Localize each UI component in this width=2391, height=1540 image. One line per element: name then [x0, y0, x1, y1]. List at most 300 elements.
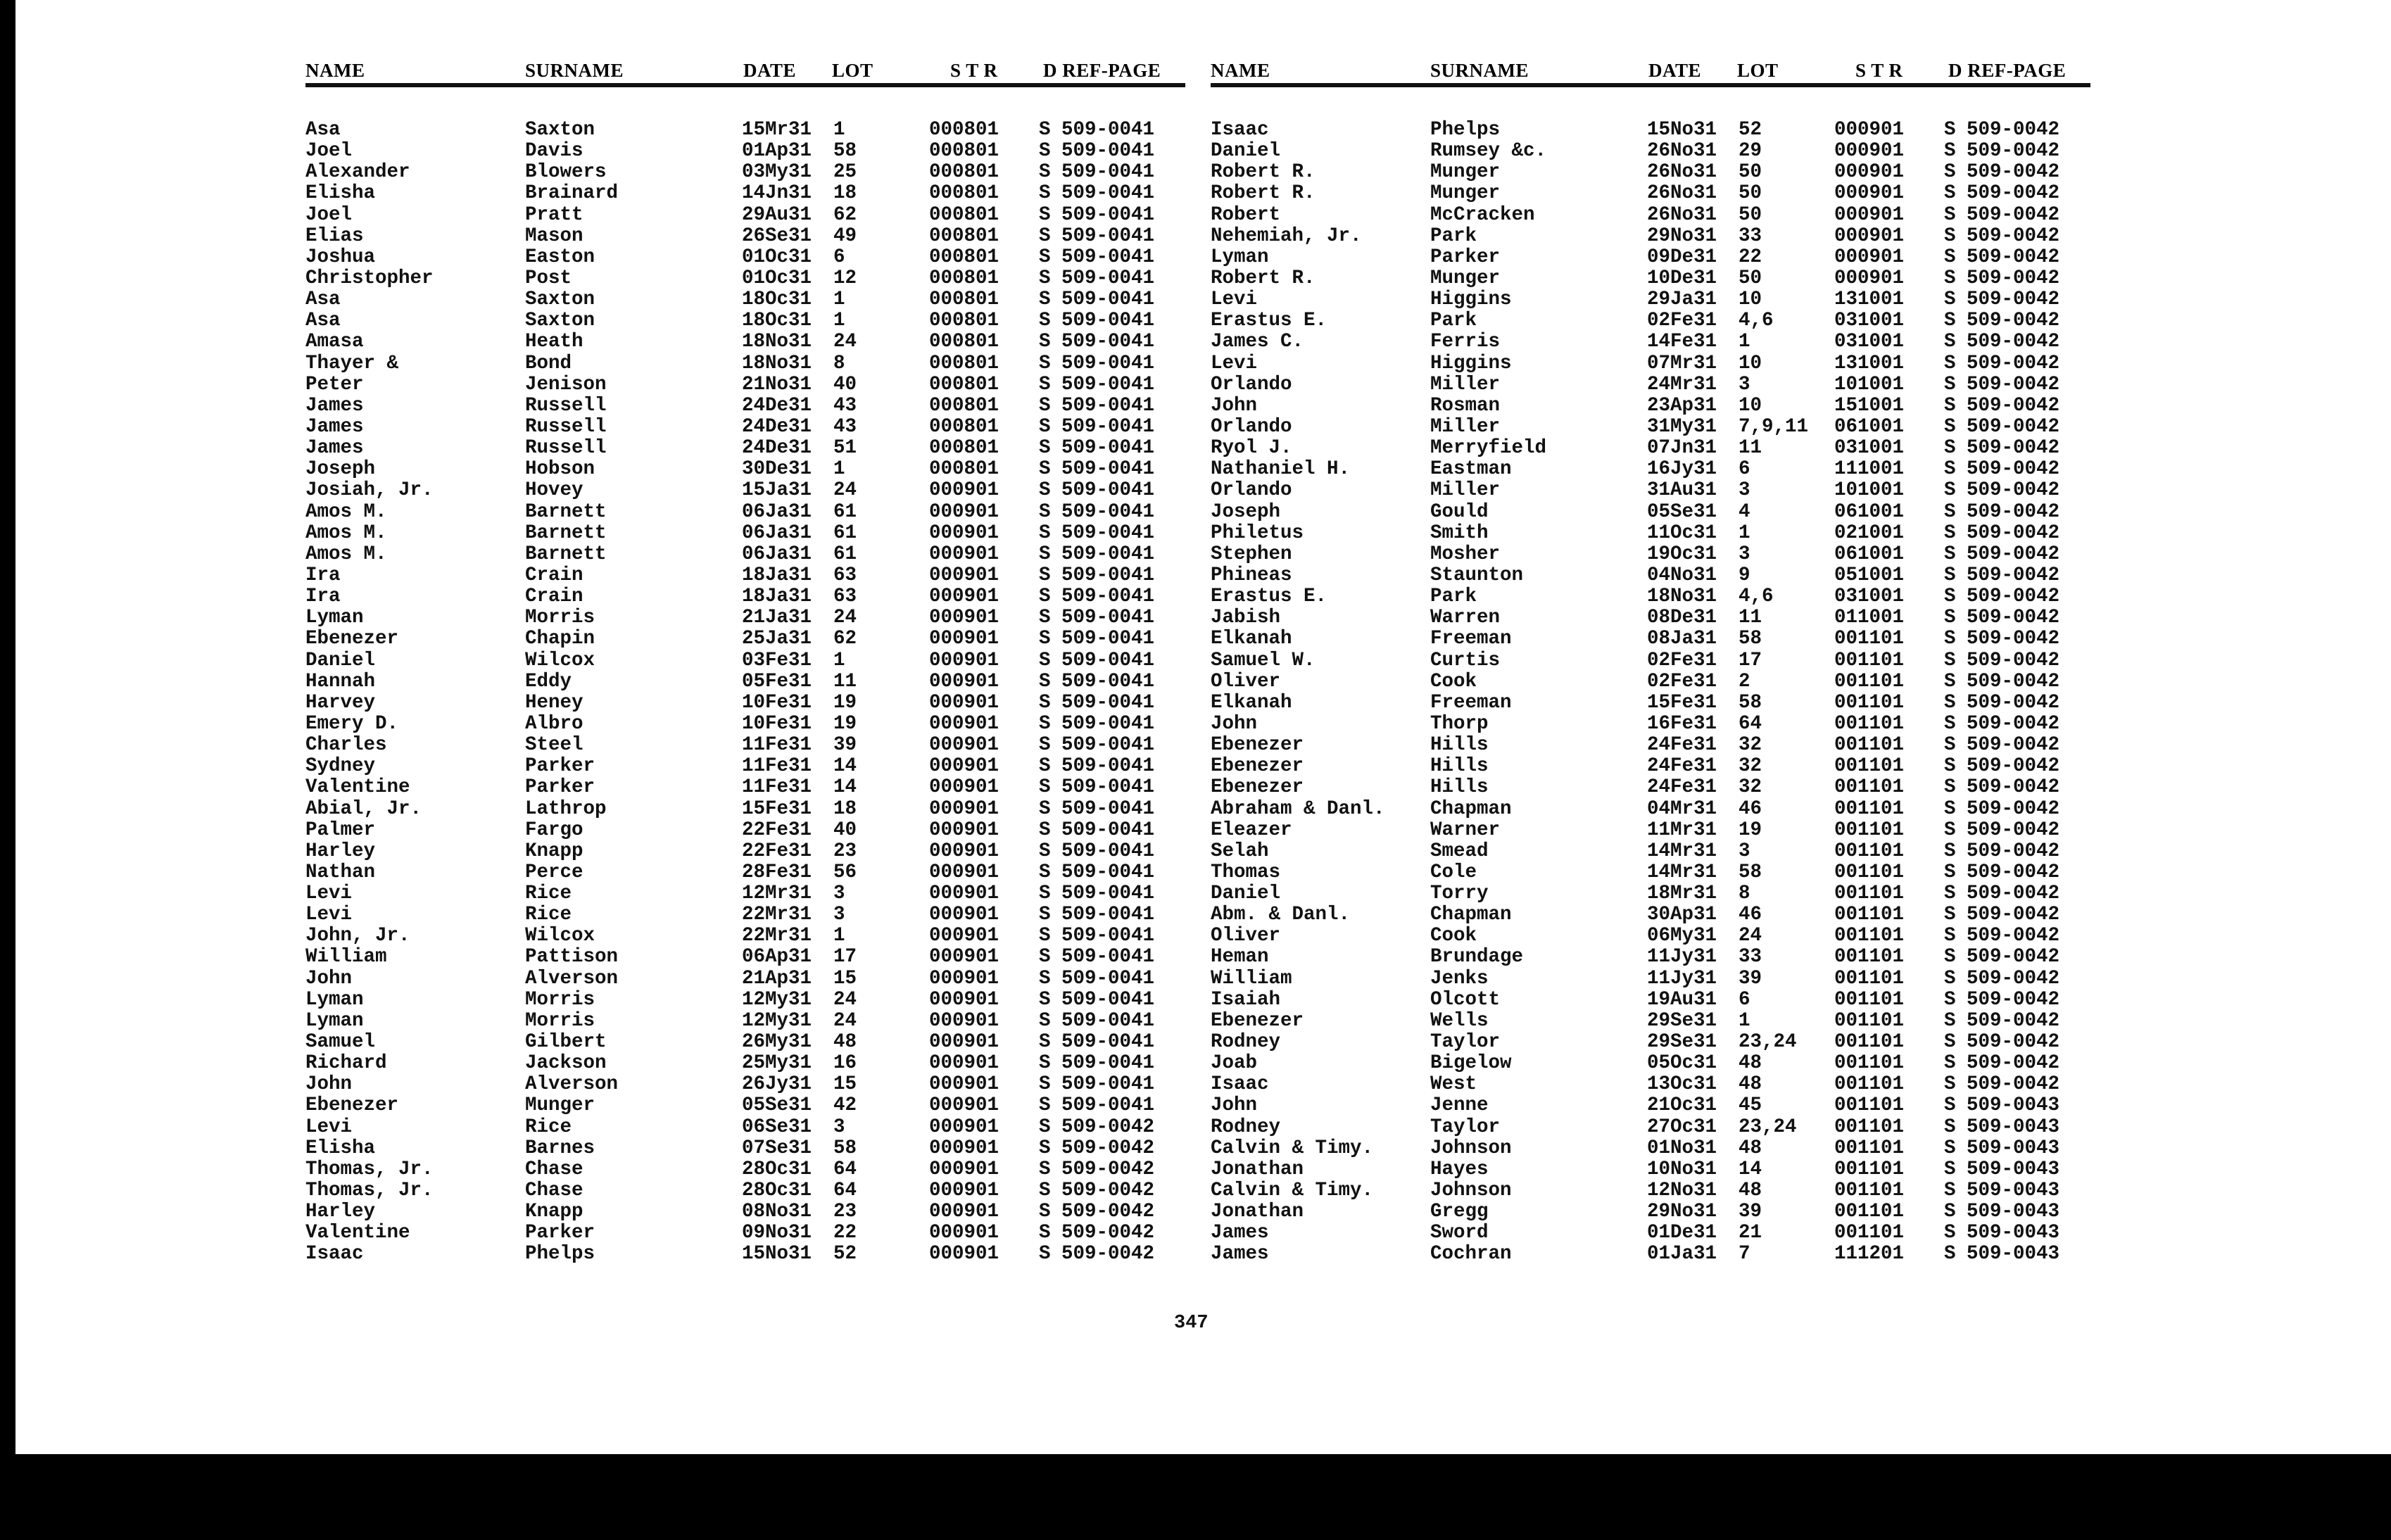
- cell-d: S: [1039, 586, 1051, 608]
- cell-name: Richard: [305, 1052, 387, 1075]
- cell-lot: 14: [1739, 1158, 1762, 1180]
- cell-date: 07Mr31: [1647, 352, 1717, 374]
- cell-date: 15No31: [1647, 119, 1717, 141]
- cell-d: S: [1944, 1094, 1956, 1117]
- cell-ref-page: 509-0041: [1061, 331, 1155, 353]
- cell-name: Stephen: [1211, 543, 1292, 565]
- cell-date: 22Mr31: [742, 904, 812, 926]
- cell-str: 001101: [1834, 691, 1905, 714]
- cell-ref-page: 509-0042: [1967, 203, 2060, 226]
- cell-d: S: [1944, 670, 1956, 693]
- cell-name: Isaac: [1211, 1073, 1269, 1096]
- cell-date: 08De31: [1647, 607, 1717, 629]
- document-page: [15, 0, 2391, 1454]
- cell-lot: 32: [1739, 776, 1762, 799]
- cell-surname: Taylor: [1430, 1031, 1501, 1054]
- cell-str: 131001: [1834, 289, 1905, 311]
- table-row: [305, 629, 1185, 650]
- cell-date: 18No31: [742, 352, 812, 374]
- cell-surname: Munger: [525, 1094, 595, 1117]
- cell-date: 24De31: [742, 394, 812, 417]
- cell-date: 26No31: [1647, 203, 1717, 226]
- cell-str: 000901: [929, 1031, 999, 1054]
- table-row: [1211, 1201, 2090, 1223]
- cell-ref-page: 509-0042: [1967, 479, 2060, 502]
- cell-surname: Thorp: [1430, 712, 1489, 735]
- cell-name: Orlando: [1211, 479, 1292, 502]
- cell-surname: Pratt: [525, 203, 583, 226]
- cell-surname: Gregg: [1430, 1201, 1489, 1223]
- cell-ref-page: 509-0041: [1061, 310, 1155, 332]
- cell-lot: 1: [1739, 331, 1750, 353]
- cell-lot: 46: [1739, 797, 1762, 820]
- cell-name: Rodney: [1211, 1031, 1281, 1054]
- cell-name: John, Jr.: [305, 925, 410, 947]
- table-row: [1211, 926, 2090, 947]
- cell-surname: Sword: [1430, 1222, 1489, 1244]
- cell-str: 000901: [929, 500, 999, 523]
- header-d: D: [1043, 60, 1057, 81]
- cell-name: Ebenezer: [1211, 755, 1304, 778]
- cell-str: 000801: [929, 415, 999, 438]
- cell-surname: Bond: [525, 352, 572, 374]
- cell-d: S: [1039, 119, 1051, 141]
- cell-date: 26Jy31: [742, 1073, 812, 1096]
- cell-str: 151001: [1834, 394, 1905, 417]
- cell-d: S: [1944, 1222, 1956, 1244]
- table-row: [305, 565, 1185, 586]
- cell-str: 101001: [1834, 373, 1905, 396]
- cell-surname: Park: [1430, 586, 1477, 608]
- cell-name: Abial, Jr.: [305, 797, 422, 820]
- cell-ref-page: 509-0041: [1061, 670, 1155, 693]
- cell-date: 01Ja31: [1647, 1243, 1717, 1266]
- cell-surname: Smith: [1430, 522, 1489, 544]
- cell-surname: Miller: [1430, 479, 1501, 502]
- cell-lot: 42: [833, 1094, 857, 1117]
- cell-d: S: [1944, 819, 1956, 841]
- cell-str: 000801: [929, 267, 999, 289]
- table-row: [1211, 289, 2090, 310]
- cell-lot: 10: [1739, 289, 1762, 311]
- cell-str: 021001: [1834, 522, 1905, 544]
- cell-d: S: [1039, 734, 1051, 757]
- cell-str: 001101: [1834, 628, 1905, 650]
- cell-str: 000901: [929, 1052, 999, 1075]
- cell-date: 25My31: [742, 1052, 812, 1075]
- table-row: [305, 904, 1185, 926]
- cell-ref-page: 509-0042: [1967, 925, 2060, 947]
- cell-surname: Chapman: [1430, 797, 1512, 820]
- cell-surname: Perce: [525, 861, 583, 883]
- cell-lot: 7: [1739, 1243, 1750, 1266]
- cell-date: 07Jn31: [1647, 437, 1717, 460]
- cell-d: S: [1039, 225, 1051, 247]
- cell-surname: Miller: [1430, 415, 1501, 438]
- cell-str: 000901: [929, 819, 999, 841]
- cell-d: S: [1944, 1158, 1956, 1180]
- cell-lot: 58: [833, 1137, 857, 1159]
- cell-ref-page: 509-0042: [1967, 564, 2060, 586]
- cell-date: 14Mr31: [1647, 861, 1717, 883]
- cell-d: S: [1039, 691, 1051, 714]
- cell-name: Harvey: [305, 691, 376, 714]
- cell-ref-page: 509-0042: [1967, 394, 2060, 417]
- cell-ref-page: 509-0041: [1061, 712, 1155, 735]
- table-row: [305, 1053, 1185, 1074]
- cell-name: Amos M.: [305, 500, 387, 523]
- table-row: [1211, 841, 2090, 862]
- table-row: [305, 1159, 1185, 1180]
- cell-name: Joel: [305, 203, 353, 226]
- cell-ref-page: 509-0041: [1061, 119, 1155, 141]
- table-row: [1211, 693, 2090, 714]
- cell-d: S: [1944, 904, 1956, 926]
- cell-ref-page: 509-0041: [1061, 543, 1155, 565]
- cell-str: 000801: [929, 331, 999, 353]
- cell-ref-page: 509-0042: [1967, 161, 2060, 184]
- cell-surname: Lathrop: [525, 797, 607, 820]
- cell-lot: 24: [1739, 925, 1762, 947]
- cell-str: 000901: [929, 649, 999, 671]
- cell-str: 111001: [1834, 458, 1905, 481]
- cell-str: 000901: [929, 946, 999, 968]
- cell-date: 05Se31: [1647, 500, 1717, 523]
- cell-str: 000901: [1834, 182, 1905, 205]
- cell-date: 11Mr31: [1647, 819, 1717, 841]
- cell-name: Isaac: [1211, 119, 1269, 141]
- cell-d: S: [1944, 119, 1956, 141]
- cell-surname: Smead: [1430, 840, 1489, 862]
- cell-lot: 45: [1739, 1094, 1762, 1117]
- cell-d: S: [1944, 437, 1956, 460]
- cell-ref-page: 509-0042: [1967, 819, 2060, 841]
- cell-d: S: [1039, 1201, 1051, 1223]
- cell-ref-page: 509-0042: [1967, 1009, 2060, 1032]
- cell-surname: Rumsey &c.: [1430, 140, 1547, 163]
- cell-lot: 4,6: [1739, 586, 1774, 608]
- header-date: DATE: [743, 60, 797, 81]
- cell-surname: Parker: [525, 776, 595, 799]
- cell-date: 02Fe31: [1647, 310, 1717, 332]
- cell-ref-page: 509-0041: [1061, 267, 1155, 289]
- cell-name: Abm. & Danl.: [1211, 904, 1351, 926]
- cell-str: 061001: [1834, 543, 1905, 565]
- table-row: [305, 968, 1185, 990]
- cell-name: Valentine: [305, 1222, 410, 1244]
- cell-str: 000901: [929, 543, 999, 565]
- cell-name: Levi: [305, 904, 353, 926]
- table-row: [305, 607, 1185, 629]
- cell-d: S: [1039, 861, 1051, 883]
- cell-date: 14Jn31: [742, 182, 812, 205]
- cell-str: 000801: [929, 203, 999, 226]
- cell-lot: 6: [1739, 458, 1750, 481]
- cell-d: S: [1944, 289, 1956, 311]
- table-row: [1211, 714, 2090, 735]
- cell-str: 001101: [1834, 755, 1905, 778]
- cell-str: 061001: [1834, 500, 1905, 523]
- cell-d: S: [1944, 607, 1956, 629]
- cell-ref-page: 509-0041: [1061, 415, 1155, 438]
- cell-date: 08Ja31: [1647, 628, 1717, 650]
- cell-surname: Cook: [1430, 925, 1477, 947]
- cell-lot: 3: [1739, 479, 1750, 502]
- cell-d: S: [1039, 1009, 1051, 1032]
- cell-surname: Gould: [1430, 500, 1489, 523]
- cell-name: Hannah: [305, 670, 376, 693]
- cell-surname: Crain: [525, 564, 583, 586]
- cell-surname: Phelps: [525, 1243, 595, 1266]
- table-row: [1211, 332, 2090, 353]
- cell-lot: 17: [833, 946, 857, 968]
- cell-ref-page: 509-0043: [1967, 1201, 2060, 1223]
- cell-date: 12My31: [742, 1009, 812, 1032]
- cell-lot: 1: [833, 458, 845, 481]
- cell-date: 24Mr31: [1647, 373, 1717, 396]
- cell-lot: 24: [833, 1009, 857, 1032]
- table-row: [1211, 1117, 2090, 1138]
- cell-date: 18Ja31: [742, 564, 812, 586]
- cell-lot: 32: [1739, 734, 1762, 757]
- cell-d: S: [1944, 564, 1956, 586]
- cell-name: Elkanah: [1211, 628, 1292, 650]
- cell-surname: Freeman: [1430, 628, 1512, 650]
- cell-name: Orlando: [1211, 373, 1292, 396]
- cell-str: 000901: [929, 925, 999, 947]
- cell-name: Robert R.: [1211, 267, 1316, 289]
- cell-lot: 19: [833, 691, 857, 714]
- cell-date: 01De31: [1647, 1222, 1717, 1244]
- cell-str: 000901: [929, 1094, 999, 1117]
- cell-date: 21Ap31: [742, 967, 812, 990]
- table-row: [1211, 904, 2090, 926]
- table-row: [1211, 544, 2090, 565]
- cell-str: 111201: [1834, 1243, 1905, 1266]
- cell-name: Orlando: [1211, 415, 1292, 438]
- cell-surname: Cochran: [1430, 1243, 1512, 1266]
- table-row: [1211, 565, 2090, 586]
- cell-surname: Merryfield: [1430, 437, 1547, 460]
- cell-lot: 14: [833, 776, 857, 799]
- cell-d: S: [1944, 883, 1956, 905]
- cell-surname: Hills: [1430, 776, 1489, 799]
- cell-ref-page: 509-0041: [1061, 182, 1155, 205]
- table-row: [1211, 162, 2090, 183]
- cell-ref-page: 509-0042: [1967, 225, 2060, 247]
- cell-surname: Rosman: [1430, 394, 1501, 417]
- cell-str: 000801: [929, 458, 999, 481]
- cell-ref-page: 509-0041: [1061, 586, 1155, 608]
- cell-lot: 1: [833, 649, 845, 671]
- cell-d: S: [1944, 988, 1956, 1011]
- header-str: S T R: [950, 60, 998, 81]
- cell-date: 01Oc31: [742, 246, 812, 268]
- cell-str: 001101: [1834, 1158, 1905, 1180]
- cell-str: 000901: [929, 479, 999, 502]
- cell-name: Joseph: [305, 458, 376, 481]
- cell-lot: 3: [833, 1116, 845, 1138]
- cell-ref-page: 509-0042: [1967, 607, 2060, 629]
- header-surname: SURNAME: [1430, 60, 1529, 81]
- cell-ref-page: 509-0042: [1967, 691, 2060, 714]
- cell-d: S: [1039, 755, 1051, 778]
- table-row: [305, 1095, 1185, 1116]
- cell-date: 18No31: [742, 331, 812, 353]
- cell-date: 18Ja31: [742, 586, 812, 608]
- cell-ref-page: 509-0042: [1967, 840, 2060, 862]
- cell-surname: Alverson: [525, 967, 619, 990]
- cell-date: 04Mr31: [1647, 797, 1717, 820]
- cell-ref-page: 509-0042: [1967, 734, 2060, 757]
- table-row: [305, 756, 1185, 777]
- cell-d: S: [1039, 988, 1051, 1011]
- cell-d: S: [1039, 203, 1051, 226]
- cell-surname: Jenne: [1430, 1094, 1489, 1117]
- cell-lot: 11: [1739, 437, 1762, 460]
- cell-surname: Chapin: [525, 628, 595, 650]
- cell-name: Philetus: [1211, 522, 1304, 544]
- cell-str: 000901: [1834, 140, 1905, 163]
- cell-ref-page: 509-0042: [1967, 182, 2060, 205]
- cell-date: 08No31: [742, 1201, 812, 1223]
- cell-str: 001101: [1834, 734, 1905, 757]
- cell-name: Eleazer: [1211, 819, 1292, 841]
- cell-d: S: [1039, 564, 1051, 586]
- cell-name: Heman: [1211, 946, 1269, 968]
- table-row: [1211, 268, 2090, 289]
- cell-date: 24Fe31: [1647, 776, 1717, 799]
- cell-surname: Russell: [525, 415, 607, 438]
- table-row: [1211, 141, 2090, 162]
- table-row: [1211, 396, 2090, 417]
- cell-name: Daniel: [305, 649, 376, 671]
- cell-date: 04No31: [1647, 564, 1717, 586]
- cell-lot: 64: [1739, 712, 1762, 735]
- cell-d: S: [1944, 479, 1956, 502]
- cell-lot: 8: [833, 352, 845, 374]
- cell-lot: 58: [833, 140, 857, 163]
- table-row: [305, 1138, 1185, 1159]
- cell-ref-page: 509-0043: [1967, 1222, 2060, 1244]
- table-row: [1211, 1138, 2090, 1159]
- header-lot: LOT: [832, 60, 873, 81]
- cell-surname: Barnett: [525, 543, 607, 565]
- cell-surname: Morris: [525, 988, 595, 1011]
- cell-str: 000901: [1834, 203, 1905, 226]
- cell-lot: 25: [833, 161, 857, 184]
- header-name: NAME: [305, 60, 365, 81]
- cell-lot: 39: [833, 734, 857, 757]
- cell-ref-page: 509-0042: [1967, 883, 2060, 905]
- cell-lot: 24: [833, 988, 857, 1011]
- cell-surname: Jackson: [525, 1052, 607, 1075]
- cell-lot: 64: [833, 1158, 857, 1180]
- cell-surname: Eastman: [1430, 458, 1512, 481]
- cell-name: Oliver: [1211, 670, 1281, 693]
- cell-surname: Russell: [525, 437, 607, 460]
- cell-lot: 63: [833, 586, 857, 608]
- cell-lot: 33: [1739, 225, 1762, 247]
- cell-surname: McCracken: [1430, 203, 1535, 226]
- cell-name: John: [305, 1073, 353, 1096]
- cell-lot: 48: [1739, 1137, 1762, 1159]
- table-row: [1211, 1074, 2090, 1095]
- cell-ref-page: 509-0041: [1061, 861, 1155, 883]
- cell-str: 001101: [1834, 1116, 1905, 1138]
- cell-date: 22Fe31: [742, 840, 812, 862]
- cell-str: 000901: [929, 586, 999, 608]
- cell-ref-page: 509-0042: [1967, 1031, 2060, 1054]
- cell-str: 000901: [929, 734, 999, 757]
- cell-surname: Miller: [1430, 373, 1501, 396]
- cell-d: S: [1039, 797, 1051, 820]
- cell-surname: Heath: [525, 331, 583, 353]
- cell-surname: Hayes: [1430, 1158, 1489, 1180]
- cell-date: 26Se31: [742, 225, 812, 247]
- cell-ref-page: 509-0041: [1061, 628, 1155, 650]
- cell-date: 06My31: [1647, 925, 1717, 947]
- cell-lot: 3: [1739, 373, 1750, 396]
- cell-surname: Mason: [525, 225, 583, 247]
- cell-date: 25Ja31: [742, 628, 812, 650]
- cell-lot: 8: [1739, 883, 1750, 905]
- cell-name: James: [305, 415, 364, 438]
- cell-surname: Barnes: [525, 1137, 595, 1159]
- cell-name: Valentine: [305, 776, 410, 799]
- cell-surname: Fargo: [525, 819, 583, 841]
- cell-ref-page: 509-0041: [1061, 1031, 1155, 1054]
- cell-lot: 19: [833, 712, 857, 735]
- cell-d: S: [1039, 840, 1051, 862]
- cell-str: 000901: [929, 776, 999, 799]
- cell-name: Joel: [305, 140, 353, 163]
- cell-ref-page: 509-0042: [1967, 267, 2060, 289]
- cell-ref-page: 509-0042: [1967, 310, 2060, 332]
- cell-ref-page: 509-0041: [1061, 776, 1155, 799]
- cell-surname: Park: [1430, 225, 1477, 247]
- cell-d: S: [1039, 415, 1051, 438]
- cell-surname: Park: [1430, 310, 1477, 332]
- cell-date: 24De31: [742, 415, 812, 438]
- cell-str: 000801: [929, 182, 999, 205]
- cell-str: 000901: [929, 1222, 999, 1244]
- cell-ref-page: 509-0042: [1967, 1073, 2060, 1096]
- table-row: [305, 141, 1185, 162]
- cell-name: Josiah, Jr.: [305, 479, 434, 502]
- cell-name: Harley: [305, 1201, 376, 1223]
- cell-lot: 24: [833, 331, 857, 353]
- cell-date: 03Fe31: [742, 649, 812, 671]
- cell-surname: Saxton: [525, 310, 595, 332]
- table-row: [1211, 205, 2090, 226]
- cell-name: Ryol J.: [1211, 437, 1292, 460]
- cell-date: 01No31: [1647, 1137, 1717, 1159]
- table-row: [1211, 1159, 2090, 1180]
- cell-lot: 40: [833, 373, 857, 396]
- table-row: [305, 332, 1185, 353]
- cell-name: Isaac: [305, 1243, 364, 1266]
- cell-d: S: [1039, 712, 1051, 735]
- cell-lot: 3: [833, 883, 845, 905]
- cell-lot: 16: [833, 1052, 857, 1075]
- cell-lot: 22: [1739, 246, 1762, 268]
- cell-name: Ebenezer: [1211, 1009, 1304, 1032]
- cell-d: S: [1039, 883, 1051, 905]
- cell-name: Oliver: [1211, 925, 1281, 947]
- cell-date: 18Oc31: [742, 310, 812, 332]
- cell-date: 11Jy31: [1647, 946, 1717, 968]
